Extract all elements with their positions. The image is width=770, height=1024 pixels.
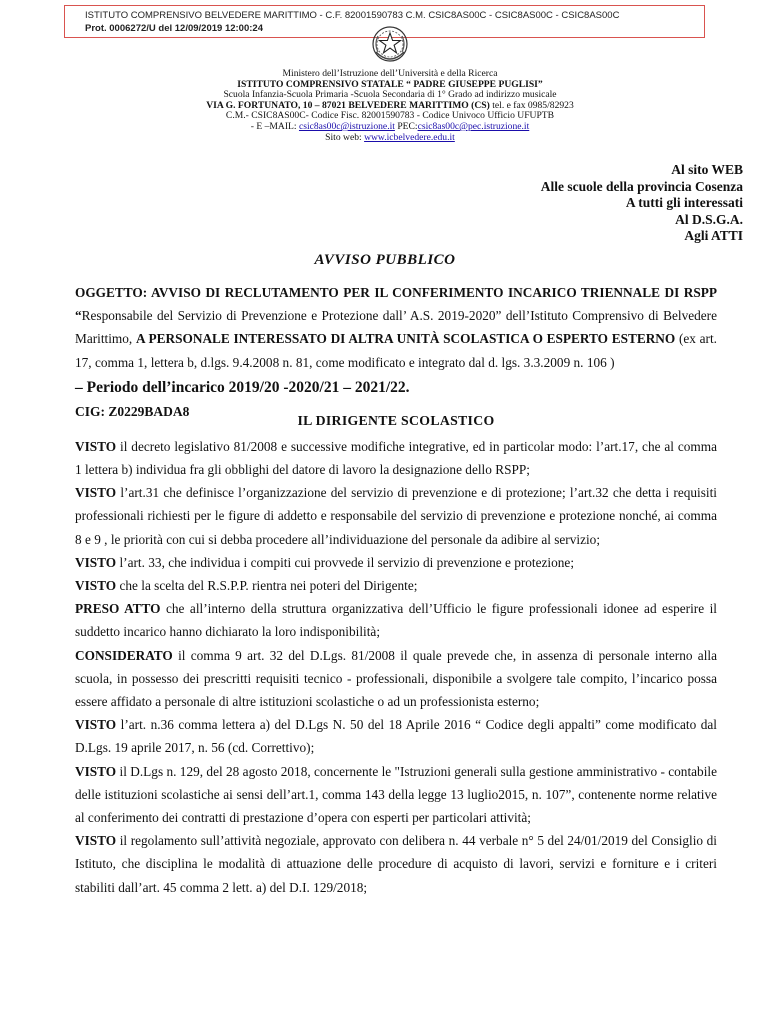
recital-paragraph	[75, 574, 717, 597]
recital-paragraph	[75, 481, 717, 551]
stamp-line-institute: ISTITUTO COMPRENSIVO BELVEDERE MARITTIMO - C.F. 82001590783 C.M. CSIC8AS00C - CSIC8AS00C - CSIC8AS00C	[85, 10, 620, 21]
recital-text: il regolamento sull’attività negoziale, approvato con delibera n. 44 verbale n° 5 del 24/01/2019 del Consiglio di Istituto, che disciplina le modalità di attuazione delle procedure di acquisto di lavori, servizi e forniture e i criteri stabiliti dall’art. 45 comma 2 lett. a) del D.I. 129/2018;	[75, 833, 717, 895]
subject-quote: “	[75, 308, 82, 324]
ministry-name: Ministero dell’Istruzione dell’Università e della Ricerca	[282, 68, 498, 79]
recipient-line: Al D.S.G.A.	[675, 211, 743, 227]
letterhead	[140, 69, 640, 143]
recital-paragraph	[75, 551, 717, 574]
recital-text: l’art. n.36 comma lettera a) del D.Lgs N. 50 del 18 Aprile 2016 “ Codice degli appalti” come modificato dal D.Lgs. 19 aprile 2017, n. 56 (cd. Correttivo);	[75, 717, 717, 756]
section-heading-dirigente: IL DIRIGENTE SCOLASTICO	[297, 412, 495, 428]
website-line	[140, 133, 640, 144]
recital-lead: VISTO	[75, 717, 117, 733]
recital-text: il comma 9 art. 32 del D.Lgs. 81/2008 il quale prevede che, in assenza di personale interno alla scuola, in possesso dei prescritti requisiti tecnico - professionali, disponibile a svolgere tale compito, l’incarico possa essere affidato a personale di altre istituzioni scolastiche o ad un professionista esterno;	[75, 647, 717, 710]
recipient-line: Alle scuole della provincia Cosenza	[540, 178, 743, 194]
recital-text: il D.Lgs n. 129, del 28 agosto 2018, concernente le "Istruzioni generali sulla gestione amministrativo - contabile delle istituzioni scolastiche ai sensi dell’art.1, comma 143 della legge 13 luglio2015, n. 107”, contenente norme relative al conferimento dei contratti di prestazione d’opera con esperti per particolari attività;	[75, 763, 717, 826]
recital-paragraph	[75, 829, 717, 899]
recital-lead: VISTO	[75, 833, 117, 849]
school-levels: Scuola Infanzia-Scuola Primaria -Scuola Secondaria di 1° Grado ad indirizzo musicale	[223, 89, 557, 101]
recital-paragraph	[75, 644, 717, 714]
recital-text: il decreto legislativo 81/2008 e successive modifiche integrative, ed in particolar modo: l’art.17, che al comma 1 lettera b) individua fra gli obblighi del datore di lavoro la designazione dello RSPP;	[75, 438, 717, 478]
address-tel: tel. e fax 0985/82923	[489, 99, 574, 111]
cig-row	[75, 401, 717, 428]
recital-text: che la scelta del R.S.P.P. rientra nei poteri del Dirigente;	[116, 578, 418, 594]
recital-lead: CONSIDERATO	[75, 647, 173, 663]
republic-emblem-icon	[370, 22, 410, 66]
recital-lead: VISTO	[75, 554, 117, 570]
subject-bold: A PERSONALE INTERESSATO DI ALTRA UNITÀ SCOLASTICA O ESPERTO ESTERNO	[135, 331, 676, 347]
subject-text-1: Responsabile del Servizio di Prevenzione e Protezione dall’ A.S. 2019-2020” dell’Istituto Comprensivo di Belvedere Marittimo,	[75, 308, 717, 347]
recital-lead: VISTO	[75, 763, 117, 779]
document-title: AVVISO PUBBLICO	[314, 252, 456, 268]
document-body	[75, 281, 717, 899]
email-link[interactable]: csic8as00c@istruzione.it	[298, 120, 395, 132]
email-prefix: - E –MAIL:	[250, 120, 299, 132]
recital-text: l’art. 33, che individua i compiti cui provvede il servizio di prevenzione e protezione;	[116, 554, 575, 570]
web-prefix: Sito web:	[325, 131, 365, 143]
stamp-line-protocol: Prot. 0006272/U del 12/09/2019 12:00:24	[85, 23, 263, 34]
period-line: – Periodo dell’incarico 2019/20 -2020/21 – 2021/22.	[75, 378, 410, 396]
recital-paragraph	[75, 435, 717, 481]
recipient-line: Agli ATTI	[684, 228, 743, 244]
pec-prefix: PEC:	[394, 120, 418, 132]
recital-paragraph	[75, 713, 717, 759]
subject-label: OGGETTO	[75, 285, 143, 300]
recital-paragraph	[75, 597, 717, 643]
recital-lead: VISTO	[75, 438, 117, 454]
school-name: ISTITUTO COMPRENSIVO STATALE “ PADRE GIUSEPPE PUGLISI”	[237, 78, 543, 90]
website-link[interactable]: www.icbelvedere.edu.it	[364, 131, 455, 143]
address-street: VIA G. FORTUNATO, 10 – 87021 BELVEDERE MARITTIMO (CS)	[206, 99, 490, 111]
recipient-line: Al sito WEB	[671, 162, 743, 177]
school-codes: C.M.- CSIC8AS00C- Codice Fisc. 82001590783 - Codice Univoco Ufficio UFUPTB	[225, 110, 555, 122]
recipients-block	[541, 162, 743, 245]
recital-lead: PRESO ATTO	[75, 601, 161, 617]
recital-paragraph	[75, 760, 717, 830]
subject-paragraph	[75, 281, 717, 374]
subject-text-2: (ex art. 17, comma 1, lettera b, d.lgs. 9.4.2008 n. 81, come modificato e integrato dal d. lgs. 3.3.2009 n. 106 )	[75, 331, 717, 370]
recital-lead: VISTO	[75, 485, 117, 501]
recital-text: che all’interno della struttura organizzativa dell’Ufficio le figure professionali idonee ad esperire il suddetto incarico hanno dichiarato la loro indisponibilità;	[75, 601, 717, 640]
cig-code: CIG: Z0229BADA8	[75, 403, 190, 419]
subject-heading: : AVVISO DI RECLUTAMENTO PER IL CONFERIMENTO INCARICO TRIENNALE DI RSPP	[142, 285, 717, 300]
recital-text: l’art.31 che definisce l’organizzazione del servizio di prevenzione e di protezione; l’art.32 che detta i requisiti professionali richiesti per le figure di addetto e responsabile del servizio di prevenzione e protezione nonché, ai comma 8 e 9 , le priorità con cui si debba procedere all’individuazione del personale da adibire al servizio;	[75, 485, 717, 547]
pec-link[interactable]: csic8as00c@pec.istruzione.it	[417, 120, 530, 132]
recipient-line: A tutti gli interessati	[625, 195, 743, 211]
recital-lead: VISTO	[75, 578, 117, 594]
